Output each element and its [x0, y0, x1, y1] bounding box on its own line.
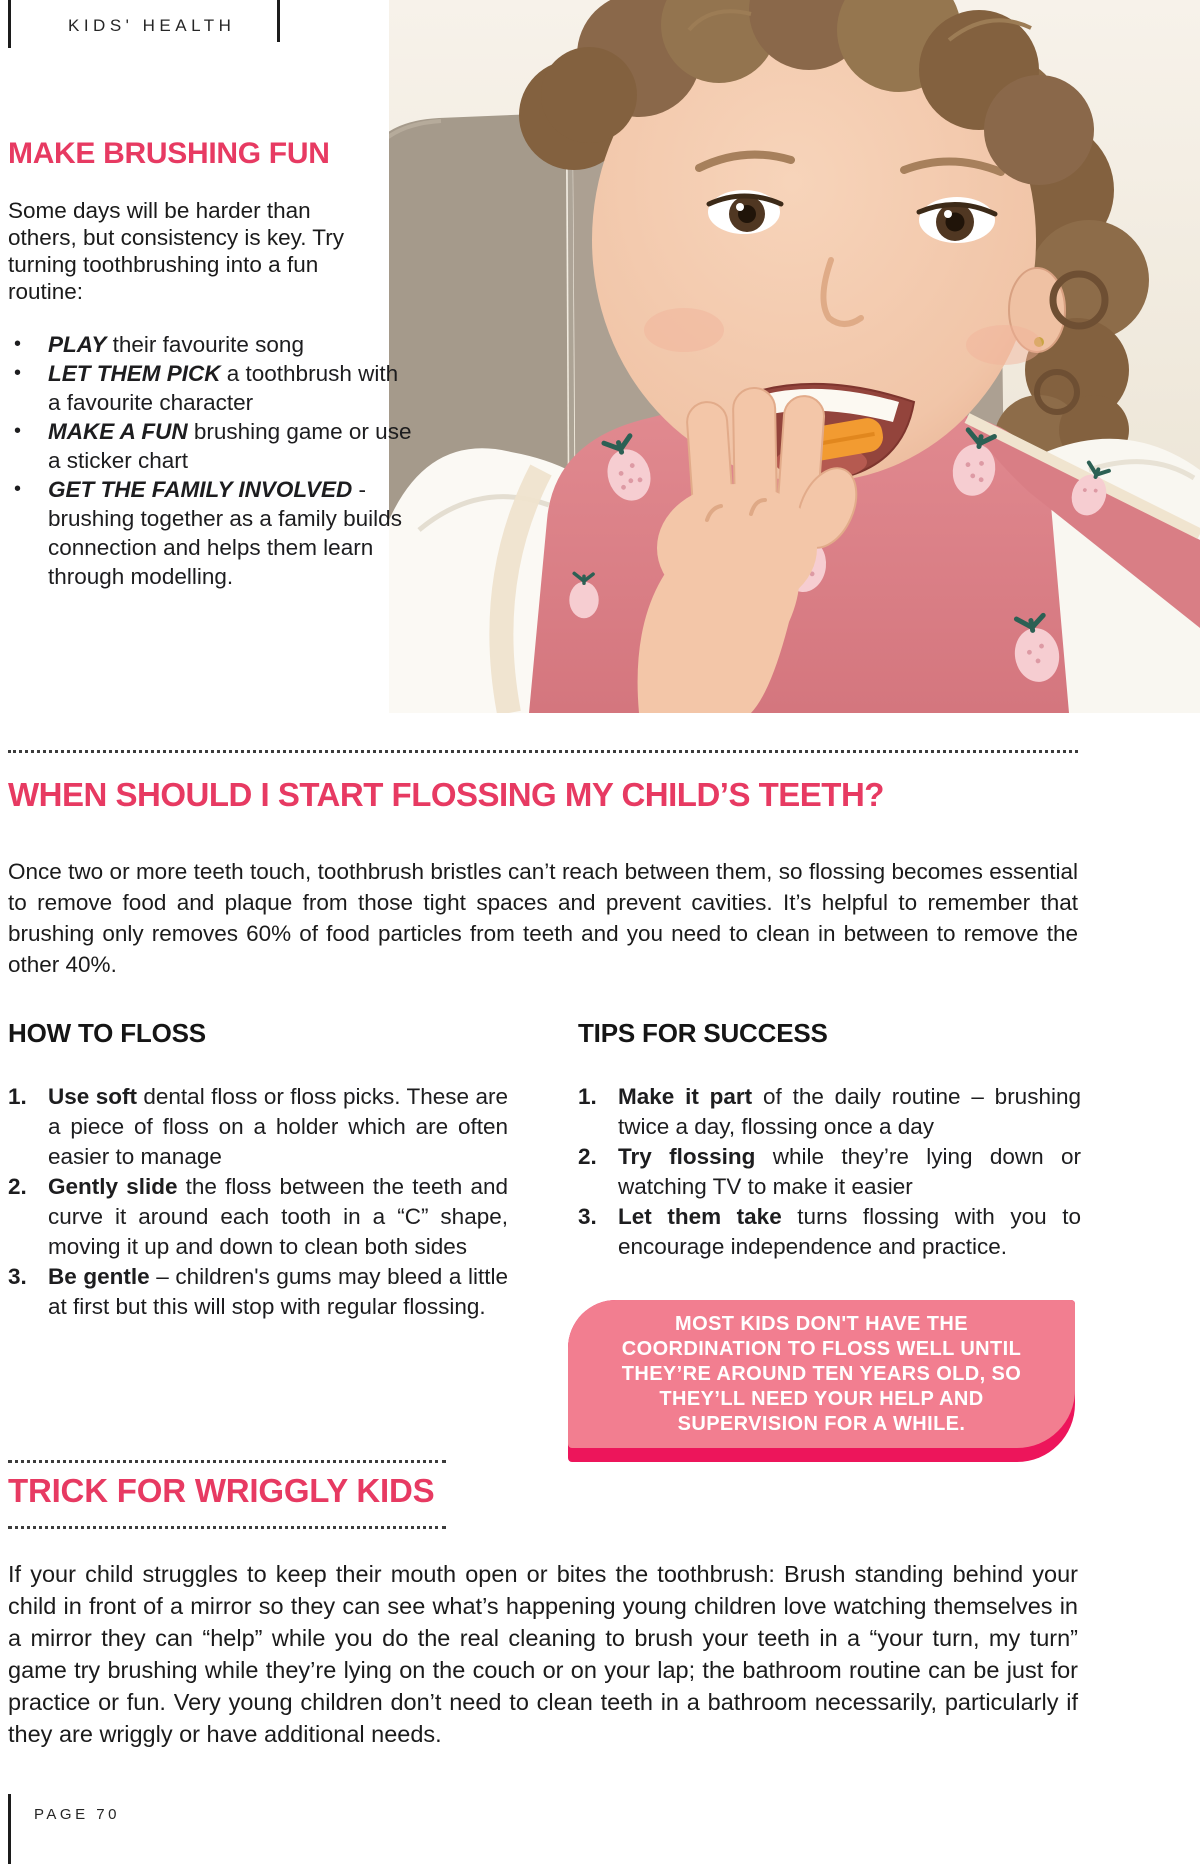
section1-title: MAKE BRUSHING FUN	[8, 137, 330, 170]
coordination-callout	[568, 1300, 1075, 1462]
list-item	[8, 330, 416, 359]
step-rest: the floss between the teeth and curve it around each tooth in a “C” shape, moving it up and down to clean both sides	[48, 1174, 508, 1259]
bullet-lead: GET THE FAMILY INVOLVED	[48, 477, 353, 502]
bullet-rest: - brushing together as a family builds connection and helps them learn through modelling.	[48, 477, 402, 589]
dotted-divider	[8, 750, 1078, 753]
section3-title: TRICK FOR WRIGGLY KIDS	[8, 1472, 435, 1509]
step-lead: Be gentle	[48, 1264, 150, 1289]
bullet-lead: MAKE A FUN	[48, 419, 188, 444]
how-to-floss-heading: HOW TO FLOSS	[8, 1018, 206, 1048]
step-lead: Make it part	[618, 1084, 753, 1109]
bullet-rest: a toothbrush with a favourite character	[48, 361, 399, 415]
category-label: KIDS' HEALTH	[68, 16, 236, 35]
step-lead: Let them take	[618, 1204, 782, 1229]
list-item	[8, 475, 416, 591]
list-item	[8, 359, 416, 417]
header-rule-right	[277, 0, 280, 42]
callout-text: MOST KIDS DON'T HAVE THE COORDINATION TO FLOSS WELL UNTIL THEY’RE AROUND TEN YEARS OLD, SO THEY’LL NEED YOUR HELP AND SUPERVISION FOR A WHILE.	[621, 1312, 1022, 1435]
section2-intro: Once two or more teeth touch, toothbrush bristles can’t reach between them, so flossing becomes essential to remove food and plaque from those tight spaces and prevent cavities. It’s helpful to remember that brushing only removes 60% of food particles from teeth and you need to clean in between to remove the other 40%.	[8, 859, 1078, 977]
list-item	[8, 1262, 508, 1322]
bullet-lead: LET THEM PICK	[48, 361, 221, 386]
fun-routine-list	[8, 330, 416, 591]
list-item	[8, 1082, 508, 1172]
section1-intro: Some days will be harder than others, but consistency is key. Try turning toothbrushing into a fun routine:	[8, 198, 344, 304]
step-rest: turns flossing with you to encourage independence and practice.	[618, 1204, 1082, 1259]
tips-for-success-list	[578, 1082, 1081, 1262]
step-rest: dental floss or floss picks. These are a piece of floss on a holder which are often easier to manage	[48, 1084, 508, 1169]
step-rest: – children's gums may bleed a little at first but this will stop with regular flossing.	[48, 1264, 508, 1319]
how-to-floss-list	[8, 1082, 508, 1322]
list-item	[8, 417, 416, 475]
dotted-divider	[8, 1526, 446, 1529]
step-lead: Try flossing	[618, 1144, 756, 1169]
section3-body: If your child struggles to keep their mouth open or bites the toothbrush: Brush standing behind your child in front of a mirror so they can see what’s happening young children love watching themselves in a mirror they can “help” while you do the real cleaning to brush your teeth in a “your turn, my turn” game try brushing while they’re lying on the couch or on your lap; the bathroom routine can be just for practice or fun. Very young children don’t need to clean teeth in a bathroom necessarily, particularly if they are wriggly or have additional needs.	[8, 1561, 1078, 1747]
tips-for-success-heading: TIPS FOR SUCCESS	[578, 1018, 828, 1048]
child-photo-illustration	[389, 0, 1200, 713]
footer-rule	[8, 1794, 11, 1864]
list-item	[578, 1142, 1081, 1202]
list-item	[8, 1172, 508, 1262]
bullet-rest: their favourite song	[106, 332, 304, 357]
header-rule-left	[8, 0, 11, 48]
dotted-divider	[8, 1460, 446, 1463]
bullet-rest: brushing game or use a sticker chart	[48, 419, 412, 473]
list-item	[578, 1202, 1081, 1262]
step-lead: Use soft	[48, 1084, 137, 1109]
callout-inner	[568, 1300, 1075, 1448]
step-lead: Gently slide	[48, 1174, 178, 1199]
list-item	[578, 1082, 1081, 1142]
child-photo	[389, 0, 1200, 713]
step-rest: of the daily routine – brushing twice a day, flossing once a day	[618, 1084, 1081, 1139]
section2-title: WHEN SHOULD I START FLOSSING MY CHILD’S TEETH?	[8, 776, 884, 813]
step-rest: while they’re lying down or watching TV to make it easier	[618, 1144, 1081, 1199]
bullet-lead: PLAY	[48, 332, 107, 357]
page-number: PAGE 70	[34, 1806, 120, 1823]
